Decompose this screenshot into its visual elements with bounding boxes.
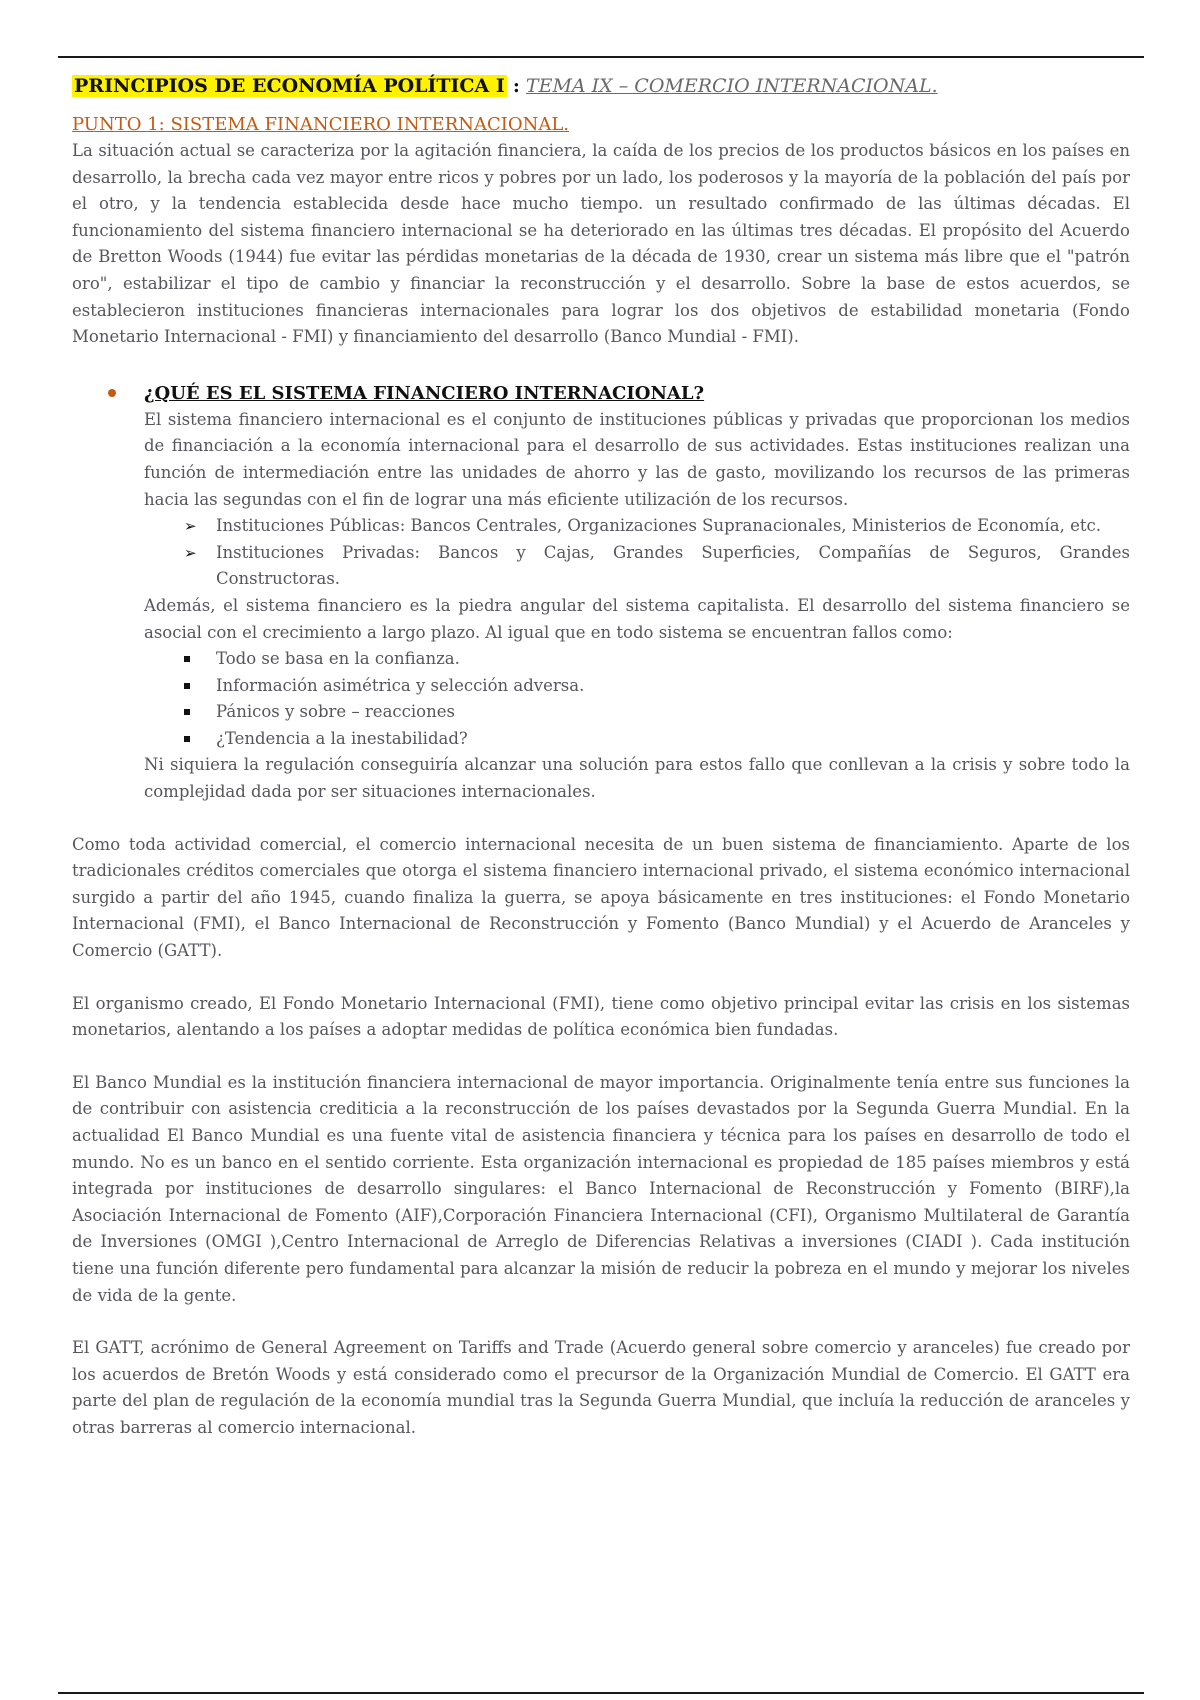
fmi-paragraph: El organismo creado, El Fondo Monetario Internacional (FMI), tiene como objetivo principal evitar las crisis en los sistemas monetarios, alentando a los países a adoptar medidas de política económica bien fundadas.: [72, 993, 1130, 1040]
document-title: [72, 70, 1130, 102]
bottom-rule: [58, 1692, 1144, 1694]
bullet-dot-icon: [108, 389, 116, 397]
square-bullet-icon: [184, 656, 190, 662]
course-title: PRINCIPIOS DE ECONOMÍA POLÍTICA I: [74, 75, 505, 97]
closing-paragraph: Ni siquiera la regulación conseguiría alcanzar una solución para estos fallo que conllevan a la crisis y sobre todo la complejidad dada por ser situaciones internacionales.: [144, 755, 1130, 802]
institutions-list: [144, 513, 1130, 593]
list-item: Todo se basa en la confianza.: [144, 646, 1130, 673]
square-bullet-icon: [184, 736, 190, 742]
document-content: [72, 70, 1130, 1442]
bullet-heading: ¿QUÉ ES EL SISTEMA FINANCIERO INTERNACIONAL?: [144, 382, 705, 404]
world-bank-paragraph: El Banco Mundial es la institución financiera internacional de mayor importancia. Originalmente tenía entre sus funciones la de contribuir con asistencia crediticia a la reconstrucción de los países devastados por la Segunda Guerra Mundial. En la actualidad El Banco Mundial es una fuente vital de asistencia financiera y técnica para los países en desarrollo de todo el mundo. No es un banco en el sentido corriente. Esta organización internacional es propiedad de 185 países miembros y está integrada por instituciones de desarrollo singulares: el Banco Internacional de Reconstrucción y Fomento (BIRF),la Asociación Internacional de Fomento (AIF),Corporación Financiera Internacional (CFI), Organismo Multilateral de Garantía de Inversiones (OMGI ),Centro Internacional de Arreglo de Diferencias Relativas a inversiones (CIADI ). Cada institución tiene una función diferente pero fundamental para alcanzar la misión de reducir la pobreza en el mundo y mejorar los niveles de vida de la gente.: [72, 1072, 1130, 1305]
arrow-bullet-icon: ➢: [184, 517, 197, 536]
financing-paragraph: Como toda actividad comercial, el comercio internacional necesita de un buen sistema de financiamiento. Aparte de los tradicionales créditos comerciales que otorga el sistema financiero internacional privado, el sistema económico internacional surgido a partir del año 1945, cuando finaliza la guerra, se apoya básicamente en tres instituciones: el Fondo Monetario Internacional (FMI), el Banco Internacional de Reconstrucción y Fomento (Banco Mundial) y el Acuerdo de Aranceles y Comercio (GATT).: [72, 834, 1130, 961]
list-item: Información asimétrica y selección adversa.: [144, 673, 1130, 700]
section-heading: PUNTO 1: SISTEMA FINANCIERO INTERNACIONAL.: [72, 114, 570, 135]
bullet-section: [144, 381, 1130, 806]
title-separator: :: [512, 75, 520, 97]
topic-title: TEMA IX – COMERCIO INTERNACIONAL.: [525, 75, 938, 97]
definition-paragraph: El sistema financiero internacional es el conjunto de instituciones públicas y privadas que proporcionan los medios de financiación a la economía internacional para el desarrollo de sus actividades. Estas instituciones realizan una función de intermediación entre las unidades de ahorro y las de gasto, movilizando los recursos de las primeras hacia las segundas con el fin de lograr una más eficiente utilización de los recursos.: [144, 409, 1130, 509]
arrow-bullet-icon: ➢: [184, 543, 197, 562]
list-item: ¿Tendencia a la inestabilidad?: [144, 726, 1130, 753]
additional-paragraph: Además, el sistema financiero es la piedra angular del sistema capitalista. El desarrollo del sistema financiero se asocial con el crecimiento a largo plazo. Al igual que en todo sistema se encuentran fallos como:: [144, 595, 1130, 642]
list-item: ➢ Instituciones Públicas: Bancos Centrales, Organizaciones Supranacionales, Ministerios de Economía, etc.: [144, 513, 1130, 540]
list-item: Pánicos y sobre – reacciones: [144, 699, 1130, 726]
intro-paragraph: La situación actual se caracteriza por la agitación financiera, la caída de los precios de los productos básicos en los países en desarrollo, la brecha cada vez mayor entre ricos y pobres por un lado, los poderosos y la mayoría de la población del país por el otro, y la tendencia establecida desde hace mucho tiempo. un resultado confirmado de las últimas décadas. El funcionamiento del sistema financiero internacional se ha deteriorado en las últimas tres décadas. El propósito del Acuerdo de Bretton Woods (1944) fue evitar las pérdidas monetarias de la década de 1930, crear un sistema más libre que el "patrón oro", estabilizar el tipo de cambio y financiar la reconstrucción y el desarrollo. Sobre la base de estos acuerdos, se establecieron instituciones financieras internacionales para lograr los dos objetivos de estabilidad monetaria (Fondo Monetario Internacional - FMI) y financiamiento del desarrollo (Banco Mundial - FMI).: [72, 141, 1130, 347]
square-bullet-icon: [184, 683, 190, 689]
top-rule: [58, 56, 1144, 58]
failures-list: [144, 646, 1130, 752]
square-bullet-icon: [184, 709, 190, 715]
gatt-paragraph: El GATT, acrónimo de General Agreement on Tariffs and Trade (Acuerdo general sobre comercio y aranceles) fue creado por los acuerdos de Bretón Woods y está considerado como el precursor de la Organización Mundial de Comercio. El GATT era parte del plan de regulación de la economía mundial tras la Segunda Guerra Mundial, que incluía la reducción de aranceles y otras barreras al comercio internacional.: [72, 1338, 1130, 1437]
list-item: ➢ Instituciones Privadas: Bancos y Cajas, Grandes Superficies, Compañías de Seguros, Grandes Constructoras.: [144, 540, 1130, 593]
